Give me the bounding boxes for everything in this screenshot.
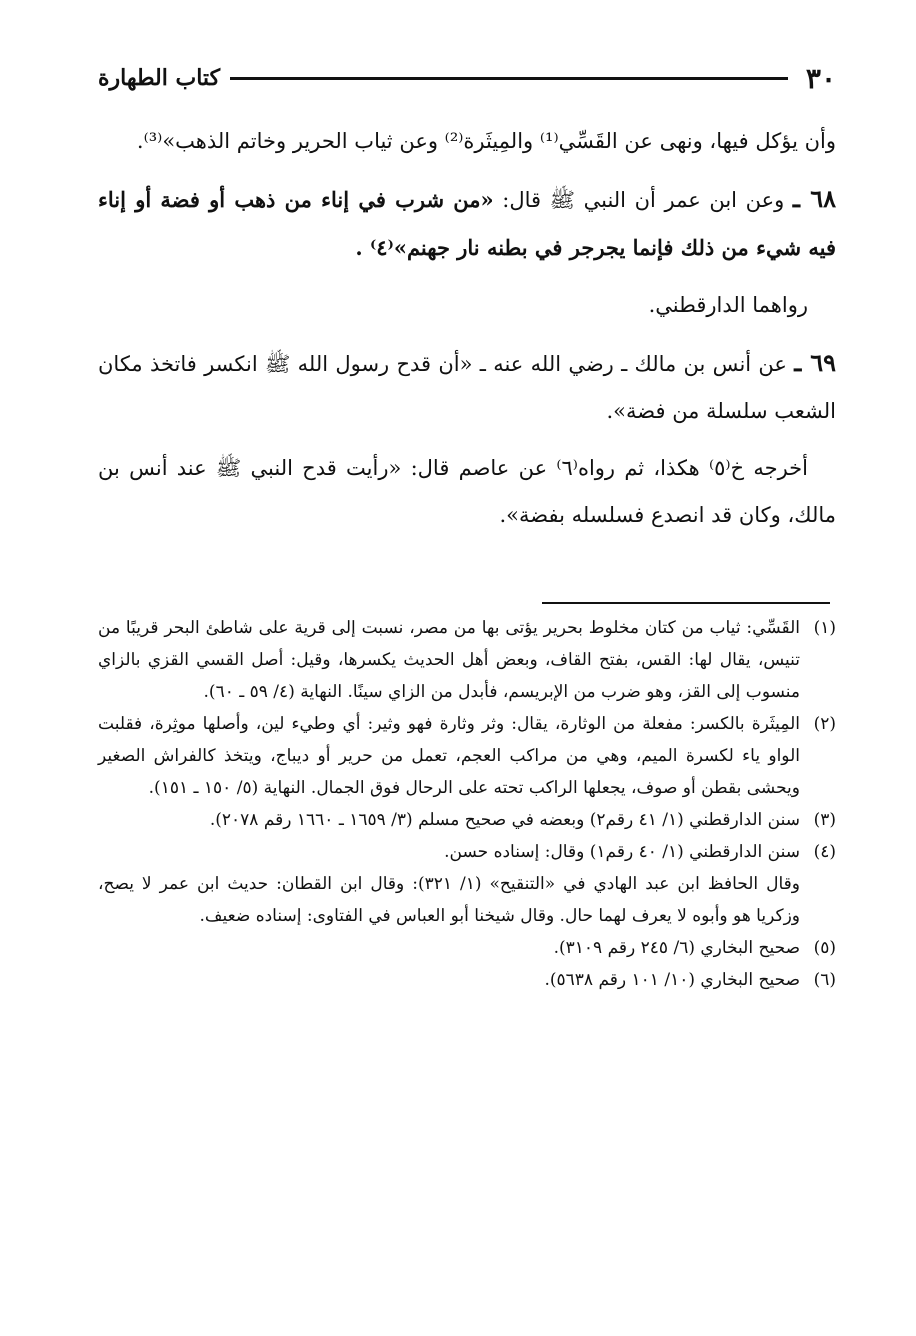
footnote-number: (١) xyxy=(813,618,836,638)
page-number: ٣٠ xyxy=(805,61,836,95)
footnote-number: (٣) xyxy=(813,810,836,830)
footnote-divider xyxy=(542,602,830,604)
footnote-6 xyxy=(98,964,836,996)
footnote-text: سنن الدارقطني (١/ ٤١ رقم٢) وبعضه في صحيح مسلم (٣/ ١٦٥٩ ـ ١٦٦٠ رقم ٢٠٧٨). xyxy=(209,810,800,830)
narration-note: رواهما الدارقطني. xyxy=(648,293,808,317)
page-header xyxy=(98,58,836,98)
paragraph-continuation: وأن يؤكل فيها، ونهى عن القَسِّي⁽¹⁾ والمِيثَرة⁽²⁾ وعن ثياب الحرير وخاتم الذهب»⁽³⁾. xyxy=(136,129,836,153)
hadith-69 xyxy=(98,339,836,435)
footnote-4 xyxy=(98,836,836,868)
hadith-intro: وعن ابن عمر أن النبي ﷺ قال: xyxy=(502,188,785,212)
takhrij-paragraph: أخرجه خ⁽٥⁾ هكذا، ثم رواه⁽٦⁾ عن عاصم قال: «رأيت قدح النبي ﷺ عند أنس بن مالك، وكان قد انصدع فسلسله بفضة». xyxy=(98,456,836,527)
footnote-4-continuation xyxy=(98,868,836,932)
footnote-text: صحيح البخاري (٦/ ٢٤٥ رقم ٣١٠٩). xyxy=(553,938,800,958)
footnote-text: صحيح البخاري (١٠/ ١٠١ رقم ٥٦٣٨). xyxy=(544,970,800,990)
hadith-quote: «من شرب في إناء من ذهب أو فضة أو إناء فيه شيء من ذلك فإنما يجرجر في بطنه نار جهنم»⁽٤⁾ . xyxy=(98,187,836,260)
hadith-number: ٦٩ ـ xyxy=(794,348,836,377)
footnote-number: (٦) xyxy=(813,970,836,990)
footnote-number: (٤) xyxy=(813,842,836,862)
header-rule xyxy=(230,77,788,80)
footnote-text: المِيثَرة بالكسر: مفعلة من الوثارة، يقال: وثر وثارة فهو وثير: أي وطيء لين، وأصلها موثِرة، فقلبت الواو ياء لكسرة الميم، وهي من مراكب العجم، تعمل من حرير أو ديباج، ويتخذ كالفراش الصغير ويحشى بقطن أو صوف، يجعلها الراكب تحته على الرحال فوق الجمال. النهاية (٥/ ١٥٠ ـ ١٥١). xyxy=(98,714,800,798)
hadith-text: عن أنس بن مالك ـ رضي الله عنه ـ «أن قدح رسول الله ﷺ انكسر فاتخذ مكان الشعب سلسلة من فضة». xyxy=(98,352,836,423)
footnote-3 xyxy=(98,804,836,836)
footnote-number: (٥) xyxy=(813,938,836,958)
footnote-1 xyxy=(98,612,836,708)
book-title: كتاب الطهارة xyxy=(98,65,221,91)
footnote-text: وقال الحافظ ابن عبد الهادي في «التنقيح» (١/ ٣٢١): وقال ابن القطان: حديث ابن عمر لا يصح، وزكريا هو وأبوه لا يعرف لهما حال. وقال شيخنا أبو العباس في الفتاوى: إسناده ضعيف. xyxy=(98,874,800,926)
footnote-2 xyxy=(98,708,836,804)
footnote-number: (٢) xyxy=(813,714,836,734)
footnote-5 xyxy=(98,932,836,964)
hadith-68 xyxy=(98,175,836,272)
hadith-number: ٦٨ ـ xyxy=(792,184,836,213)
footnote-text: القَسِّي: ثياب من كتان مخلوط بحرير يؤتى بها من مصر، نسبت إلى قرية على شاطئ البحر قريبًا من تنيس، يقال لها: القس، بفتح القاف، وبعض أهل الحديث يكسرها، وقيل: أصل القسي القزي بالزاي منسوب إلى القز، وهو ضرب من الإبريسم، فأبدل من الزاي سينًا. النهاية (٤/ ٥٩ ـ ٦٠). xyxy=(98,618,800,702)
footnotes xyxy=(98,612,836,996)
footnote-text: سنن الدارقطني (١/ ٤٠ رقم١) وقال: إسناده حسن. xyxy=(444,842,800,862)
main-text xyxy=(98,118,836,549)
